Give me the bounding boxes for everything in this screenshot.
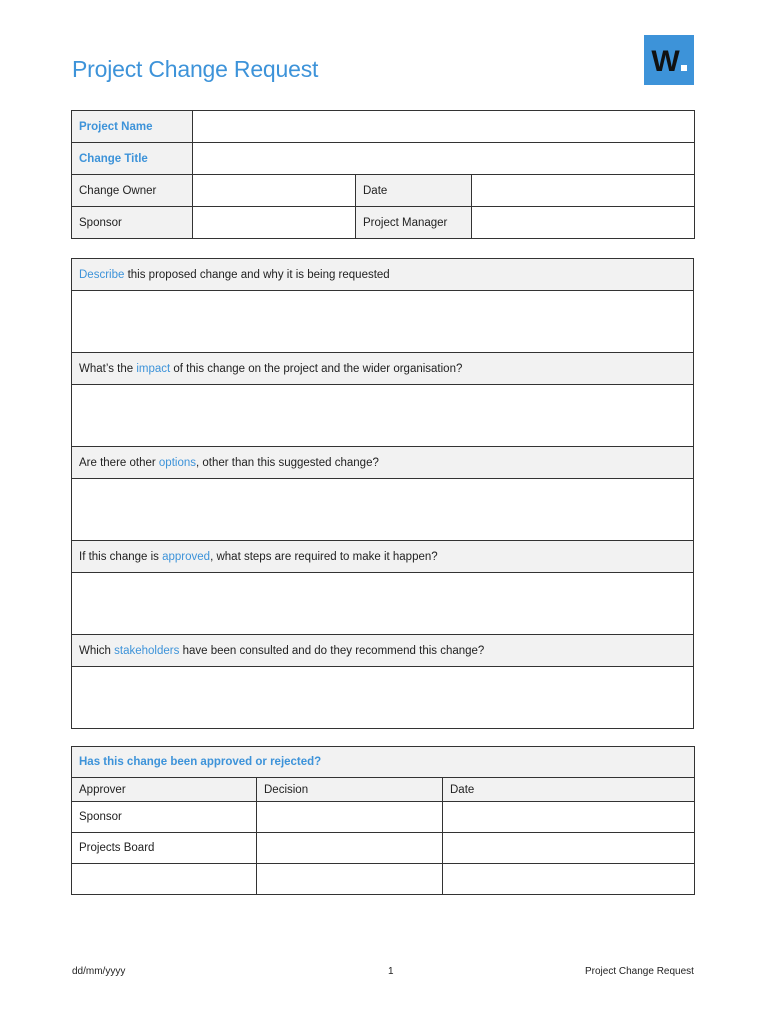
approval-header-row [72,778,695,802]
page-title: Project Change Request [72,56,319,82]
decision-cell[interactable] [257,833,443,864]
answer-approved-field[interactable] [72,573,694,635]
date-cell[interactable] [443,833,695,864]
answer-describe-field[interactable] [72,291,694,353]
answer-row [72,291,694,353]
project-name-label: Project Name [72,111,193,143]
date-label: Date [356,175,472,207]
column-header-approver: Approver [72,778,257,802]
approval-title: Has this change been approved or rejected? [72,747,695,778]
change-owner-label: Change Owner [72,175,193,207]
question-approved: If this change is approved, what steps are required to make it happen? [72,541,694,573]
change-title-label: Change Title [72,143,193,175]
logo-letter: W [651,47,686,77]
question-row [72,259,694,291]
column-header-date: Date [443,778,695,802]
question-row [72,541,694,573]
sponsor-field[interactable] [193,207,356,239]
project-info-table [71,110,695,239]
sponsor-row [72,207,695,239]
answer-row [72,479,694,541]
date-cell[interactable] [443,802,695,833]
change-owner-row [72,175,695,207]
approver-cell[interactable] [72,864,257,895]
table-row [72,833,695,864]
logo-dot [681,65,687,71]
decision-cell[interactable] [257,864,443,895]
question-describe: Describe this proposed change and why it is being requested [72,259,694,291]
project-name-field[interactable] [193,111,695,143]
project-manager-label: Project Manager [356,207,472,239]
sponsor-label: Sponsor [72,207,193,239]
project-manager-field[interactable] [472,207,695,239]
question-stakeholders: Which stakeholders have been consulted and do they recommend this change? [72,635,694,667]
decision-cell[interactable] [257,802,443,833]
date-field[interactable] [472,175,695,207]
question-impact: What’s the impact of this change on the project and the wider organisation? [72,353,694,385]
approval-table [71,746,695,895]
change-questions-table [71,258,694,729]
footer-date: dd/mm/yyyy [72,966,126,977]
change-owner-field[interactable] [193,175,356,207]
change-title-row [72,143,695,175]
table-row [72,802,695,833]
table-row [72,864,695,895]
approver-cell: Sponsor [72,802,257,833]
approver-cell: Projects Board [72,833,257,864]
answer-row [72,667,694,729]
project-name-row [72,111,695,143]
answer-stakeholders-field[interactable] [72,667,694,729]
answer-row [72,385,694,447]
approval-title-row [72,747,695,778]
question-row [72,447,694,479]
question-row [72,635,694,667]
answer-row [72,573,694,635]
answer-impact-field[interactable] [72,385,694,447]
column-header-decision: Decision [257,778,443,802]
change-title-field[interactable] [193,143,695,175]
footer-doc-name: Project Change Request [585,966,694,977]
question-row [72,353,694,385]
answer-options-field[interactable] [72,479,694,541]
footer-page-number: 1 [388,966,394,977]
question-options: Are there other options, other than this suggested change? [72,447,694,479]
date-cell[interactable] [443,864,695,895]
brand-logo [644,35,694,85]
